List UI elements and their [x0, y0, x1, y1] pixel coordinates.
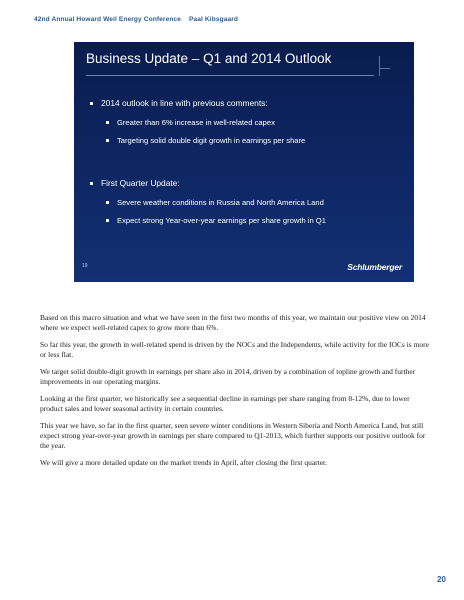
paragraph: We will give a more detailed update on the market trends in April, after closing the first quarter.: [40, 458, 328, 467]
slide-image: [74, 42, 414, 282]
slide-subbullet: [106, 118, 275, 127]
bullet-square-icon: [106, 139, 109, 142]
bullet-text: First Quarter Update:: [101, 178, 180, 188]
paragraph: We target solid double-digit growth in earnings per share also in 2014, driven by a combination of topline growth and further improvements in our operating margins.: [40, 367, 416, 386]
paragraph: This year we have, so far in the first quarter, seen severe winter conditions in Western Siberia and North America Land, but still expect strong year-over-year growth in earnings per share compared to Q1-2013, which further supports our positive outlook for the year.: [40, 421, 426, 450]
decor-line-vertical: [379, 56, 380, 76]
slide-bullet: [90, 98, 268, 108]
paragraph: Looking at the first quarter, we historically see a sequential decline in earnings per share ranging from 8-12%, due to lower product sales and lower seasonal activity in certain countries.: [40, 394, 410, 413]
conference-name: 42nd Annual Howard Weil Energy Conference: [34, 16, 181, 23]
page-header: [34, 16, 238, 23]
speaker-name: Paal Kibsgaard: [189, 16, 239, 23]
paragraph: Based on this macro situation and what we have seen in the first two months of this year, we maintain our positive view on 2014 where we expect well-related capex to grow more than 6%.: [40, 313, 426, 332]
subbullet-text: Severe weather conditions in Russia and North America Land: [117, 198, 324, 207]
page-number: 20: [437, 575, 446, 584]
bullet-square-icon: [90, 102, 93, 105]
bullet-text: 2014 outlook in line with previous comments:: [101, 98, 268, 108]
subbullet-text: Targeting solid double digit growth in earnings per share: [117, 136, 306, 145]
slide-subbullet: [106, 216, 326, 225]
title-divider: [86, 75, 374, 76]
company-logo: Schlumberger: [347, 262, 402, 272]
subbullet-text: Greater than 6% increase in well-related capex: [117, 118, 275, 127]
transcript-body: [40, 313, 432, 475]
bullet-square-icon: [106, 121, 109, 124]
slide-subbullet: [106, 198, 324, 207]
slide-bullet: [90, 178, 180, 188]
bullet-square-icon: [106, 219, 109, 222]
decor-line-horizontal: [380, 68, 390, 69]
slide-subbullet: [106, 136, 305, 145]
paragraph: So far this year, the growth in well-related spend is driven by the NOCs and the Independents, while activity for the IOCs is more or less flat.: [40, 340, 429, 359]
slide-title: Business Update – Q1 and 2014 Outlook: [86, 51, 332, 66]
bullet-square-icon: [106, 201, 109, 204]
subbullet-text: Expect strong Year-over-year earnings per share growth in Q1: [117, 216, 326, 225]
slide-number: 19: [82, 263, 88, 269]
bullet-square-icon: [90, 182, 93, 185]
